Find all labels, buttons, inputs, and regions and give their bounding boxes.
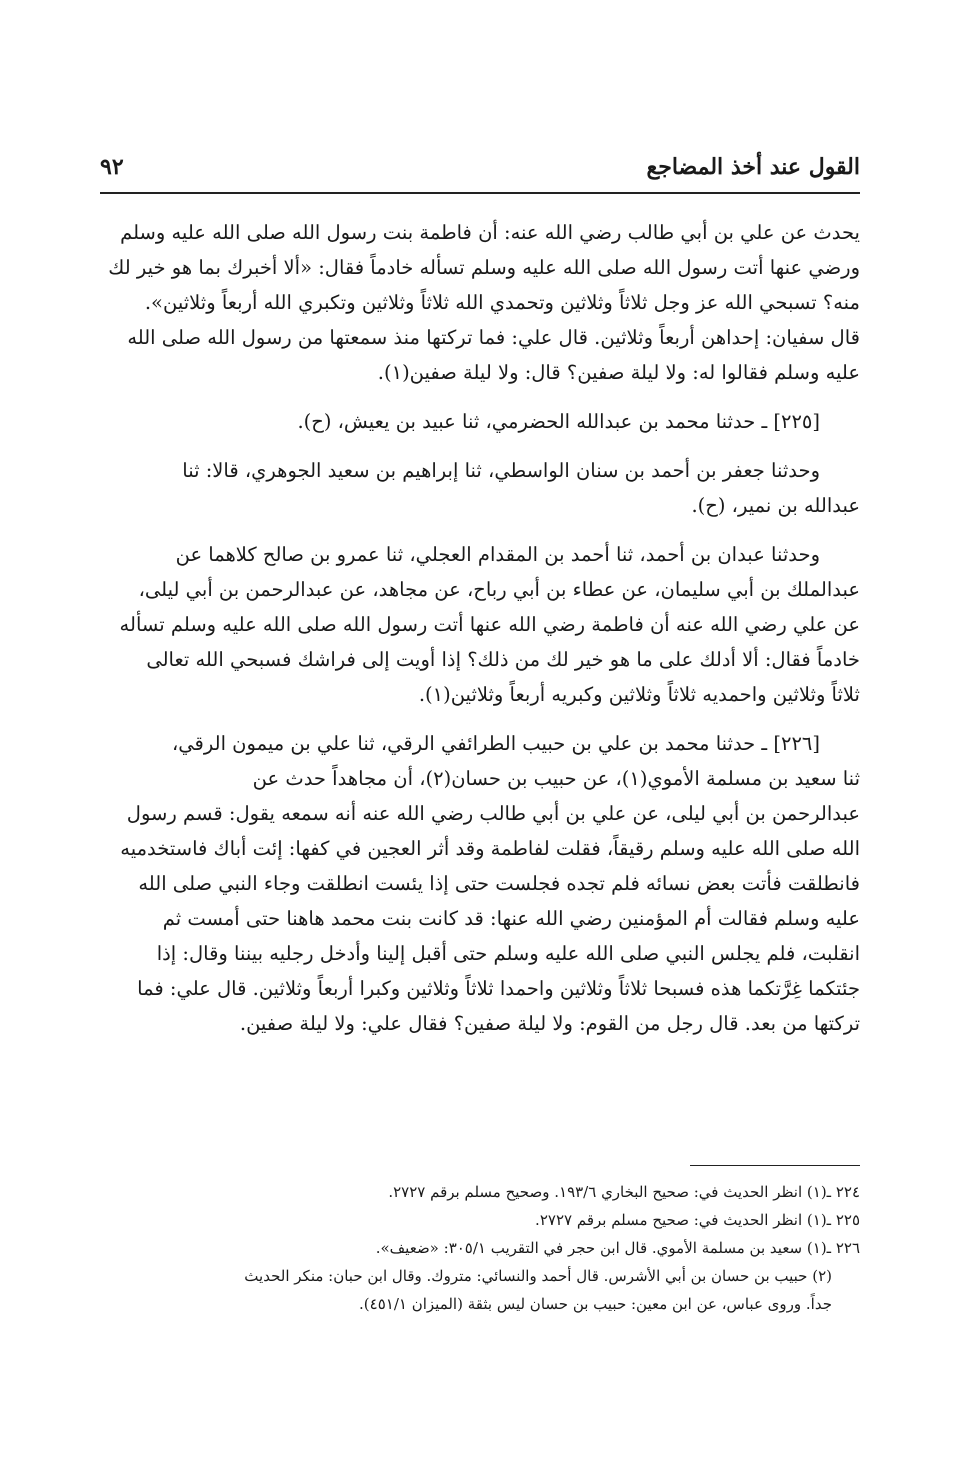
footnote: ٢٢٦ ـ(١) سعيد بن مسلمة الأموي. قال ابن حجر في التقريب ٣٠٥/١: «ضعيف». bbox=[375, 1239, 860, 1257]
text-line: [٢٢٦] ـ حدثنا محمد بن علي بن حبيب الطرائفي الرقي، ثنا علي بن ميمون الرقي، bbox=[172, 732, 820, 755]
text-line: [٢٢٥] ـ حدثنا محمد بن عبدالله الحضرمي، ثنا عبيد بن يعيش، (ح). bbox=[297, 410, 820, 433]
footnote: (٢) حبيب بن حسان بن أبي الأشرس. قال أحمد والنسائي: متروك. وقال ابن حبان: منكر الحديث bbox=[244, 1267, 832, 1285]
text-line: وحدثنا عبدان بن أحمد، ثنا أحمد بن المقدام العجلي، ثنا عمرو بن صالح كلاهما عن bbox=[175, 543, 820, 566]
page-number: ٩٢ bbox=[100, 154, 124, 180]
footnote-divider bbox=[690, 1165, 860, 1166]
footnote: ٢٢٥ ـ(١) انظر الحديث في: صحيح مسلم برقم ٢٧٢٧. bbox=[535, 1211, 860, 1229]
text-line: انقلبت، فلم يجلس النبي صلى الله عليه وسلم حتى أقبل إلينا وأدخل رجليه بيننا وقال: إذا bbox=[156, 942, 860, 965]
footnote: جداً. وروى عباس، عن ابن معين: حبيب بن حسان ليس بثقة (الميزان ٤٥١/١). bbox=[359, 1295, 832, 1313]
text-line: عليه وسلم فقالت أم المؤمنين رضي الله عنها: قد كانت بنت محمد هاهنا حتى أمست ثم bbox=[162, 907, 860, 930]
text-line: ثنا سعيد بن مسلمة الأموي(١)، عن حبيب بن حسان(٢)، أن مجاهداً حدث عن bbox=[252, 767, 860, 790]
footnote: ٢٢٤ ـ(١) انظر الحديث في: صحيح البخاري ١٩٣/٦. وصحيح مسلم برقم ٢٧٢٧. bbox=[388, 1183, 860, 1201]
text-line: عن علي رضي الله عنه أن فاطمة رضي الله عنها أتت رسول الله صلى الله عليه وسلم تسأله bbox=[119, 613, 860, 636]
text-line: الله صلى الله عليه وسلم رقيقاً، فقلت لفاطمة وقد أثر العجين في كفها: إئت أباك فاستخدميه bbox=[120, 837, 860, 860]
text-line: عليه وسلم فقالوا له: ولا ليلة صفين؟ قال: ولا ليلة صفين(١). bbox=[377, 361, 860, 384]
paragraph bbox=[100, 537, 860, 712]
text-line: خادماً فقال: ألا أدلك على ما هو خير لك من ذلك؟ إذا أويت إلى فراشك فسبحي الله تعالى bbox=[146, 648, 860, 671]
paragraph bbox=[100, 726, 860, 1041]
text-line: فانطلقت فأتت بعض نسائه فلم تجده فجلست حتى إذا يئست انطلقت وجاء النبي صلى الله bbox=[138, 872, 860, 895]
text-line: قال سفيان: إحداهن أربعاً وثلاثين. قال علي: فما تركتها منذ سمعتها من رسول الله صلى الله bbox=[127, 326, 860, 349]
paragraph bbox=[100, 215, 860, 390]
footnotes bbox=[100, 1178, 860, 1318]
paragraph bbox=[100, 453, 860, 523]
text-line: جئتكما غِرَّتكما هذه فسبحا ثلاثاً وثلاثين واحمدا ثلاثاً وثلاثين وكبرا أربعاً وثلاثين. قال علي: فما bbox=[137, 977, 860, 1000]
paragraph bbox=[100, 404, 860, 439]
running-header bbox=[100, 148, 860, 188]
text-line: ورضي عنها أتت رسول الله صلى الله عليه وسلم تسأله خادماً فقال: «ألا أخبرك بما هو خير لك bbox=[108, 256, 860, 279]
text-line: تركتها من بعد. قال رجل من القوم: ولا ليلة صفين؟ فقال علي: ولا ليلة صفين. bbox=[239, 1012, 860, 1035]
text-line: وحدثنا جعفر بن أحمد بن سنان الواسطي، ثنا إبراهيم بن سعيد الجوهري، قالا: ثنا bbox=[182, 459, 820, 482]
header-divider bbox=[100, 192, 860, 194]
text-line: عبدالملك بن أبي سليمان، عن عطاء بن أبي رباح، عن مجاهد، عن عبدالرحمن بن أبي ليلى، bbox=[138, 578, 860, 601]
text-line: ثلاثاً وثلاثين واحمديه ثلاثاً وثلاثين وكبريه أربعاً وثلاثين(١). bbox=[418, 683, 860, 706]
running-title: القول عند أخذ المضاجع bbox=[646, 154, 860, 180]
text-line: عبدالله بن نمير، (ح). bbox=[691, 494, 860, 517]
text-line: منه؟ تسبحي الله عز وجل ثلاثاً وثلاثين وتحمدي الله ثلاثاً وثلاثين وتكبري الله أربعاً وثلاثين». bbox=[144, 291, 860, 314]
text-line: يحدث عن علي بن أبي طالب رضي الله عنه: أن فاطمة بنت رسول الله صلى الله عليه وسلم bbox=[120, 221, 860, 244]
text-line: عبدالرحمن بن أبي ليلى، عن علي بن أبي طالب رضي الله عنه أنه سمعه يقول: قسم رسول bbox=[126, 802, 860, 825]
main-text bbox=[100, 215, 860, 1055]
